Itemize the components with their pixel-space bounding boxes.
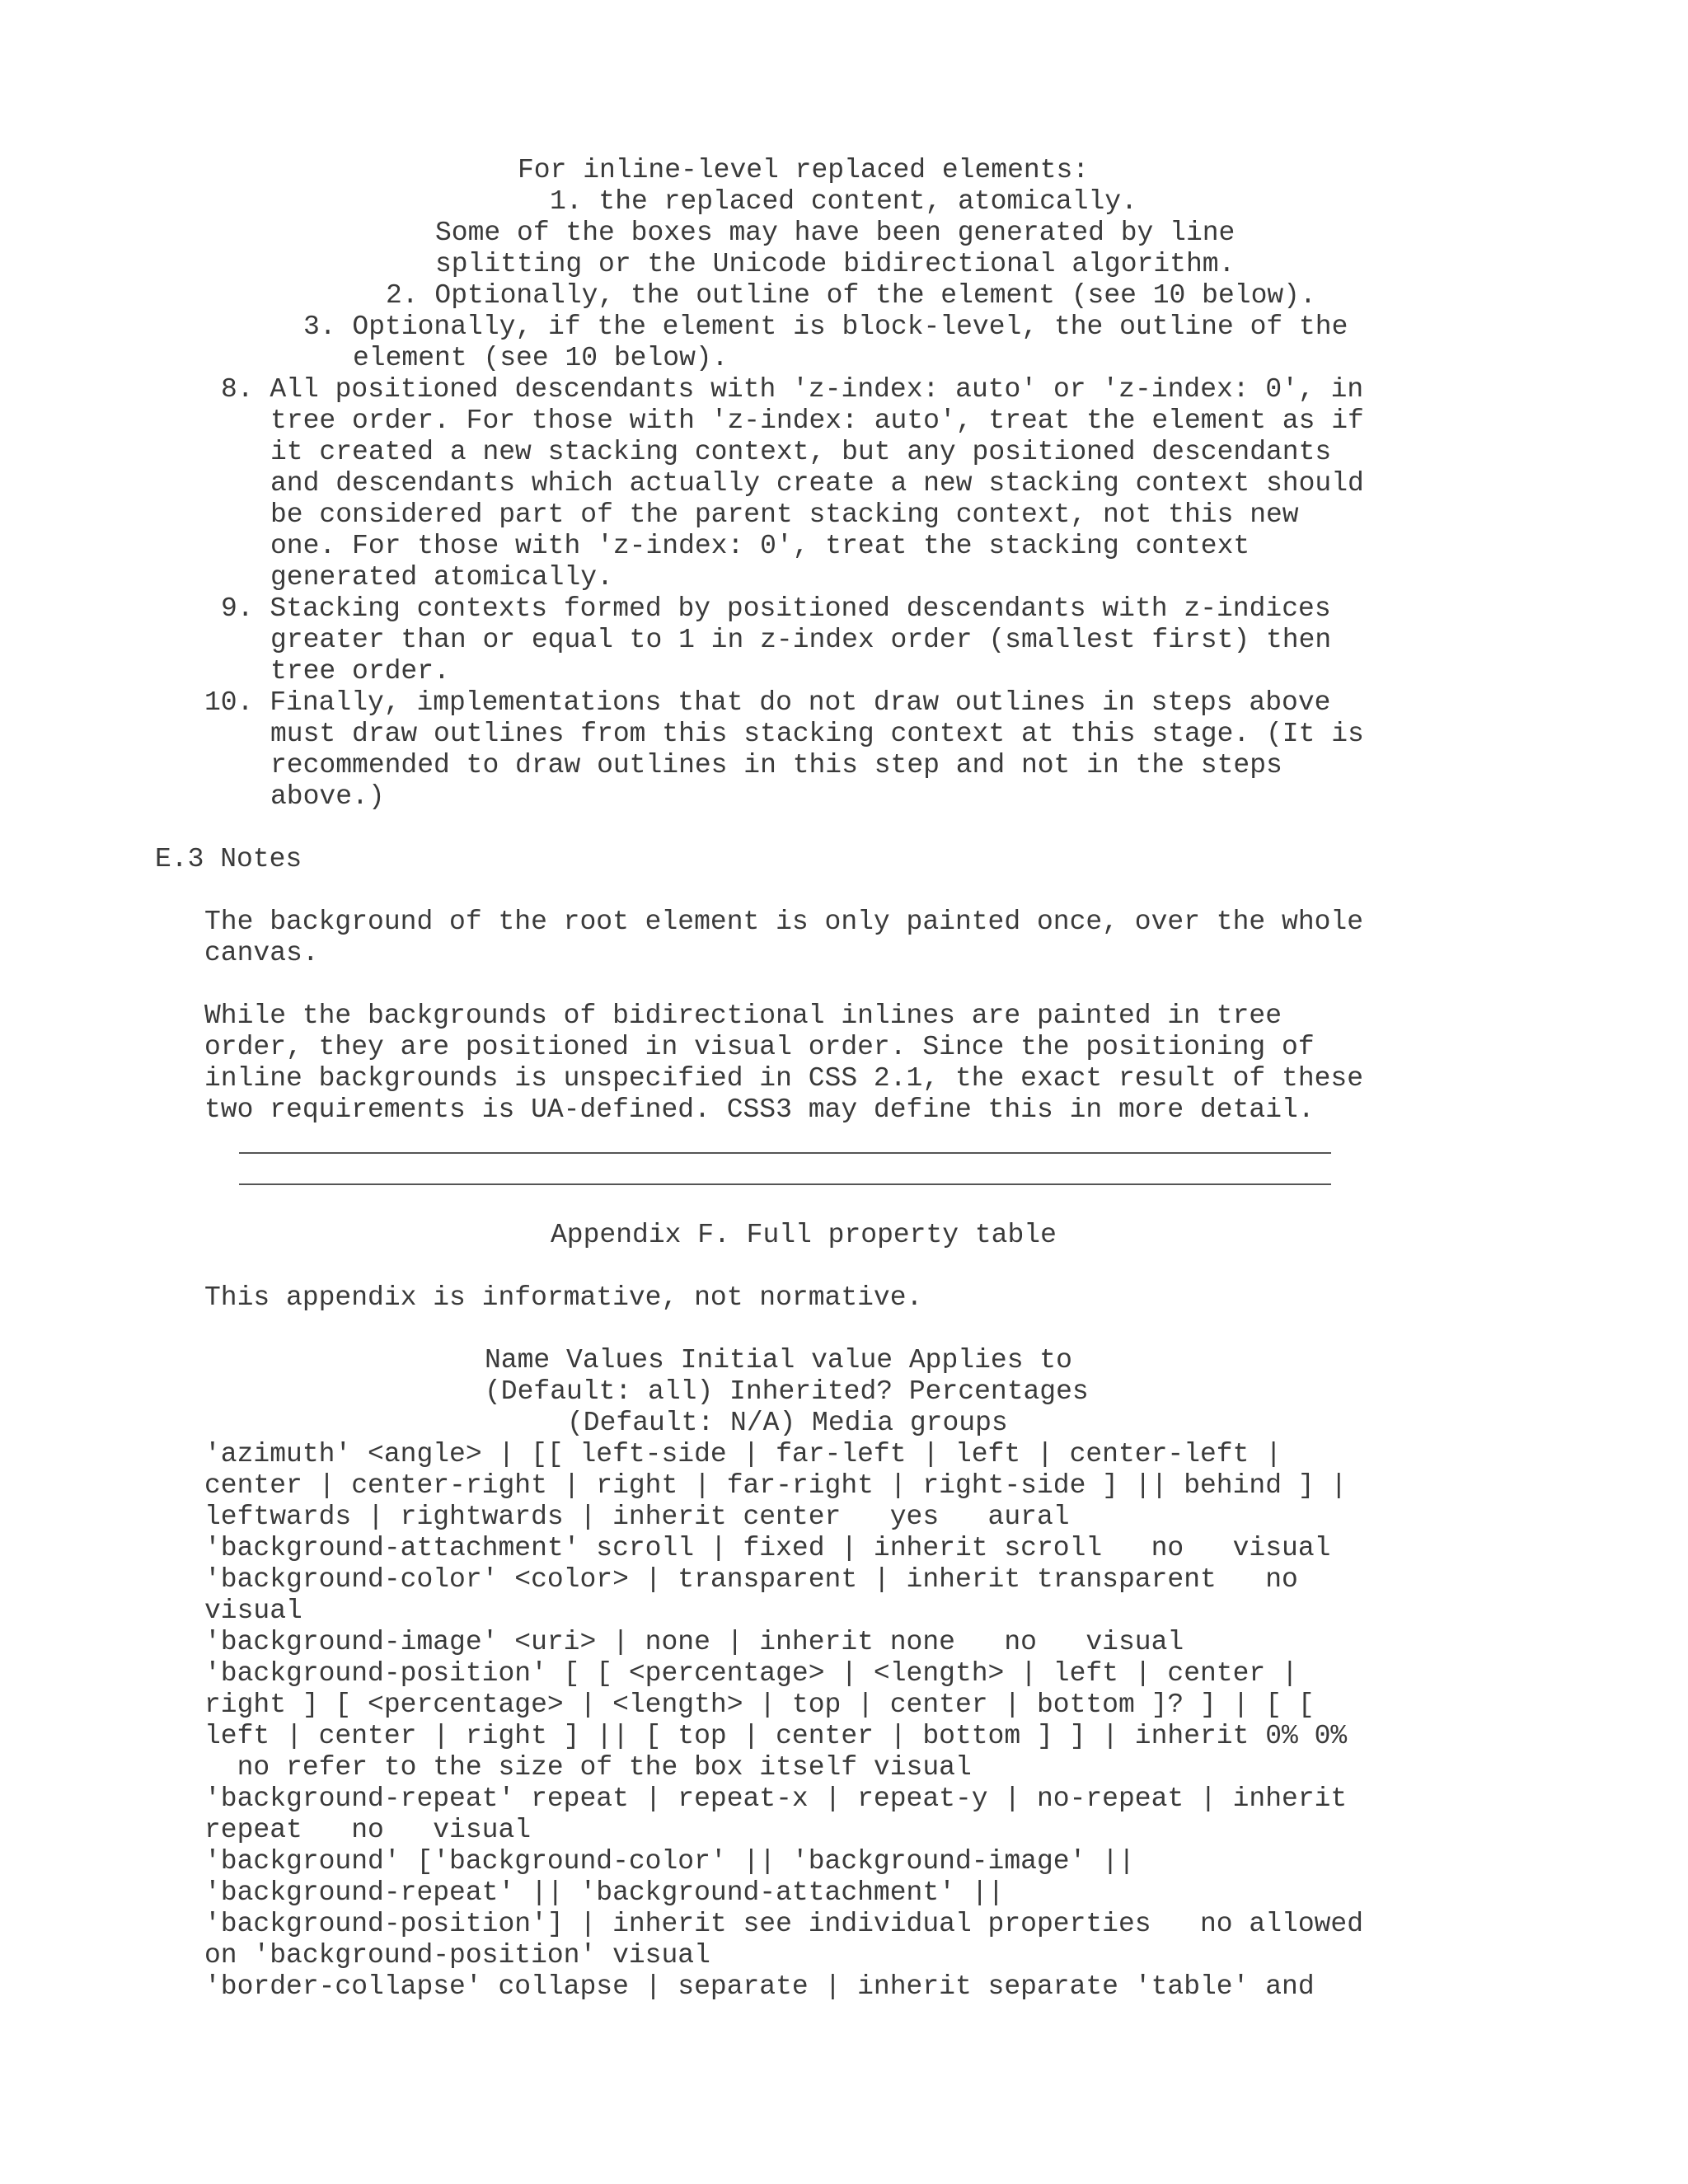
list-item-8-line: it created a new stacking context, but any positioned descendants [270, 437, 1332, 467]
table-row-line: left | center | right ] || [ top | center | bottom ] ] | inherit 0% 0% [204, 1721, 1348, 1751]
table-row-line: center | center-right | right | far-right | right-side ] || behind ] | [204, 1470, 1348, 1501]
inline-replaced-note-line-1: Some of the boxes may have been generated by line [435, 218, 1236, 248]
table-row-line: 'background-image' <uri> | none | inherit none no visual [204, 1627, 1184, 1657]
horizontal-rule [239, 1183, 1331, 1185]
notes-paragraph-line: While the backgrounds of bidirectional inlines are painted in tree [204, 1001, 1282, 1031]
list-item-10-line: above.) [270, 781, 385, 812]
list-item-9-line: tree order. [270, 656, 450, 687]
list-item-8: 8. All positioned descendants with 'z-index: auto' or 'z-index: 0', in [221, 374, 1364, 405]
table-row-line: 'border-collapse' collapse | separate | inherit separate 'table' and [204, 1971, 1315, 2002]
inline-replaced-note-line-2: splitting or the Unicode bidirectional algorithm. [435, 249, 1236, 279]
notes-paragraph-line: The background of the root element is only painted once, over the whole [204, 907, 1364, 937]
table-header-line: (Default: all) Inherited? Percentages [485, 1376, 1089, 1407]
sub-item-3-line-2: element (see 10 below). [353, 343, 729, 373]
horizontal-rule [239, 1152, 1331, 1154]
list-item-8-line: one. For those with 'z-index: 0', treat the stacking context [270, 531, 1250, 561]
table-row-line: 'background-position'] | inherit see individual properties no allowed [204, 1909, 1364, 1939]
notes-paragraph-line: two requirements is UA-defined. CSS3 may define this in more detail. [204, 1094, 1315, 1125]
appendix-title: Appendix F. Full property table [551, 1220, 1057, 1250]
table-row-line: repeat no visual [204, 1815, 532, 1845]
table-header-line: Name Values Initial value Applies to [485, 1345, 1072, 1376]
table-row-line: 'background-repeat' repeat | repeat-x | repeat-y | no-repeat | inherit [204, 1783, 1348, 1814]
inline-replaced-heading: For inline-level replaced elements: [518, 155, 1090, 185]
table-row-line: on 'background-position' visual [204, 1940, 710, 1971]
table-row-line: 'background-position' [ [ <percentage> | <length> | left | center | [204, 1658, 1298, 1689]
notes-paragraph-line: order, they are positioned in visual order. Since the positioning of [204, 1032, 1315, 1062]
table-row-line: visual [204, 1596, 302, 1626]
table-row-line: no refer to the size of the box itself visual [204, 1752, 972, 1783]
appendix-intro: This appendix is informative, not normative. [204, 1282, 923, 1313]
sub-item-2: 2. Optionally, the outline of the element (see 10 below). [386, 280, 1316, 311]
notes-paragraph-line: inline backgrounds is unspecified in CSS 2.1, the exact result of these [204, 1063, 1364, 1094]
list-item-10: 10. Finally, implementations that do not draw outlines in steps above [204, 687, 1331, 718]
list-item-8-line: be considered part of the parent stacking context, not this new [270, 499, 1299, 530]
notes-paragraph-line: canvas. [204, 938, 319, 968]
table-row-line: right ] [ <percentage> | <length> | top | center | bottom ]? ] | [ [ [204, 1690, 1315, 1720]
inline-replaced-item-1: 1. the replaced content, atomically. [550, 186, 1137, 217]
list-item-9: 9. Stacking contexts formed by positioned descendants with z-indices [221, 593, 1331, 624]
list-item-8-line: generated atomically. [270, 562, 613, 593]
table-row-line: 'background' ['background-color' || 'background-image' || [204, 1846, 1135, 1877]
table-row-line: 'azimuth' <angle> | [[ left-side | far-left | left | center-left | [204, 1439, 1282, 1469]
table-row-line: leftwards | rightwards | inherit center yes aural [204, 1502, 1070, 1532]
table-row-line: 'background-color' <color> | transparent | inherit transparent no [204, 1564, 1298, 1595]
list-item-10-line: recommended to draw outlines in this step and not in the steps [270, 750, 1282, 780]
list-item-8-line: and descendants which actually create a new stacking context should [270, 468, 1364, 499]
sub-item-3-line-1: 3. Optionally, if the element is block-level, the outline of the [303, 312, 1348, 342]
table-row-line: 'background-repeat' || 'background-attachment' || [204, 1877, 1005, 1908]
section-heading: E.3 Notes [155, 844, 302, 874]
table-header-line: (Default: N/A) Media groups [567, 1408, 1008, 1438]
table-row-line: 'background-attachment' scroll | fixed | inherit scroll no visual [204, 1533, 1331, 1563]
list-item-9-line: greater than or equal to 1 in z-index order (smallest first) then [270, 625, 1332, 655]
list-item-8-line: tree order. For those with 'z-index: auto', treat the element as if [270, 405, 1364, 436]
list-item-10-line: must draw outlines from this stacking context at this stage. (It is [270, 719, 1364, 749]
